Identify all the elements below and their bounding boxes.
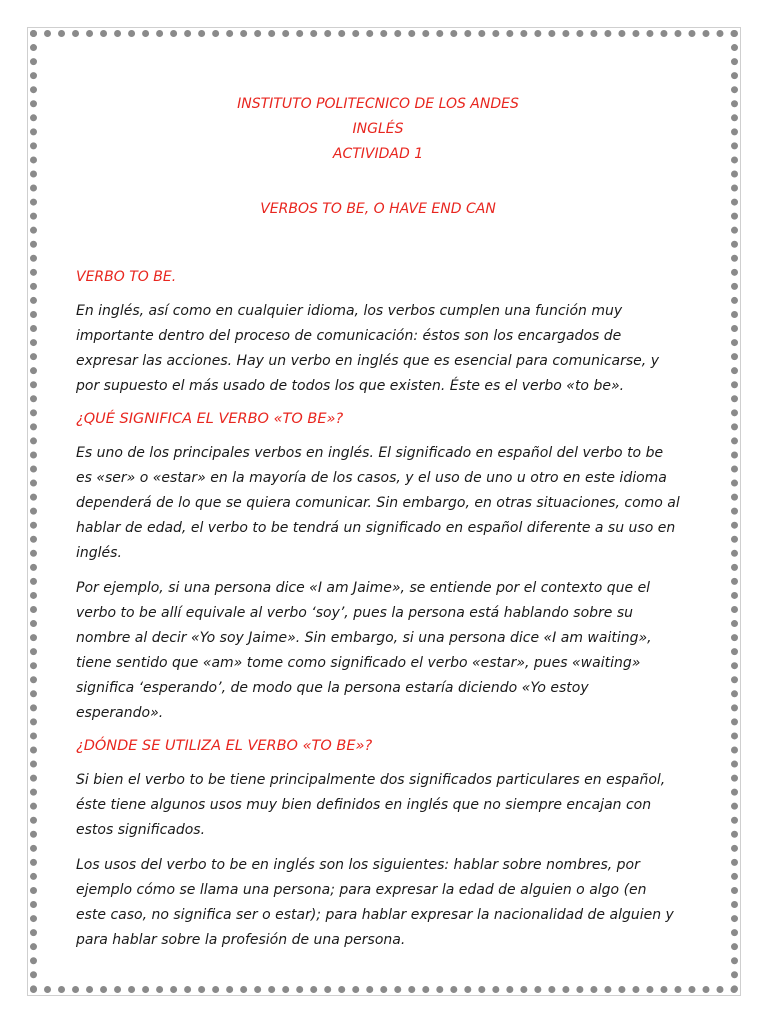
heading-que-significa: ¿QUÉ SIGNIFICA EL VERBO «TO BE»? [76, 411, 344, 427]
intro-paragraph: En inglés, así como en cualquier idioma, los verbos cumplen una función muy importante dentro del proceso de comunicación: éstos son los encargados de expresar las acciones. Hay un verbo en inglés que es esencial para comunicarse, y por supuesto el más usado de todos los que existen. Éste es el verbo «to be». [76, 303, 659, 394]
activity-label: ACTIVIDAD 1 [332, 146, 424, 162]
donde-paragraph-1: Si bien el verbo to be tiene principalmente dos significados particulares en español, éste tiene algunos usos muy bien definidos en inglés que no siempre encajan con estos significados. [76, 772, 666, 838]
document-content [76, 92, 680, 953]
significa-paragraph-2: Por ejemplo, si una persona dice «I am Jaime», se entiende por el contexto que el verbo to be allí equivale al verbo ‘soy’, pues la persona está hablando sobre su nombre al decir «Yo soy Jaime». Sin embargo, si una persona dice «I am waiting», tiene sentido que «am» tome como significado el verbo «estar», pues «waiting» significa ‘esperando’, de modo que la persona estaría diciendo «Yo estoy esperando». [76, 580, 652, 721]
subject-name: INGLÉS [352, 121, 404, 137]
document-subtitle: VERBOS TO BE, O HAVE END CAN [260, 201, 496, 217]
significa-paragraph-1: Es uno de los principales verbos en inglés. El significado en español del verbo to be es «ser» o «estar» en la mayoría de los casos, y el uso de uno u otro en este idioma dependerá de lo que se quiera comunicar. Sin embargo, en otras situaciones, como al hablar de edad, el verbo to be tendrá un significado en español diferente a su uso en inglés. [76, 445, 680, 561]
institution-name: INSTITUTO POLITECNICO DE LOS ANDES [237, 96, 519, 112]
heading-donde-se-utiliza: ¿DÓNDE SE UTILIZA EL VERBO «TO BE»? [76, 738, 373, 754]
donde-paragraph-2: Los usos del verbo to be en inglés son los siguientes: hablar sobre nombres, por ejemplo cómo se llama una persona; para expresar la edad de alguien o algo (en este caso, no significa ser o estar); para hablar expresar la nacionalidad de alguien y para hablar sobre la profesión de una persona. [76, 857, 674, 948]
document-header [76, 92, 680, 167]
section-title-verbo-to-be: VERBO TO BE. [76, 269, 177, 285]
